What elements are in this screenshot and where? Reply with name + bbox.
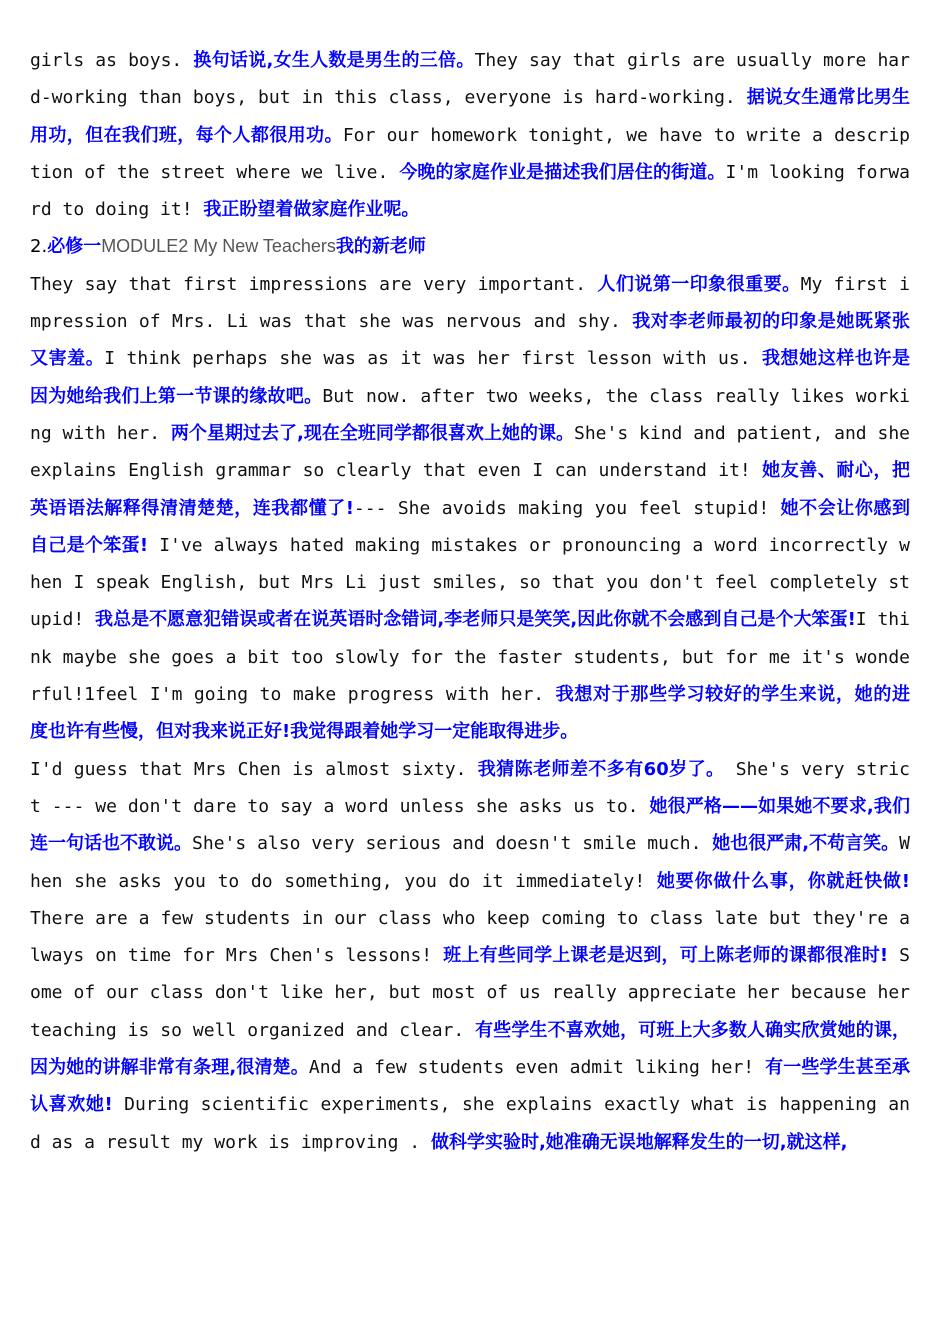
paragraph-1 [30, 42, 910, 228]
heading-book: 必修一 [47, 236, 102, 258]
heading-module: MODULE2 My New Teachers [101, 236, 336, 257]
heading-title-zh: 我的新老师 [335, 236, 426, 258]
segment: 我想她这样也许是因为她给我们上第一节课的缘故吧。 [30, 348, 911, 407]
segment: 我猜陈老师差不多有60岁了。 [477, 758, 725, 780]
segment: They say that first impressions are very important. [30, 273, 598, 295]
segment: And a few students even admit liking her! [308, 1057, 766, 1079]
paragraph-3 [30, 751, 910, 1161]
segment: She's also very serious and doesn't smile much. [192, 833, 713, 855]
segment: During scientific experiments, she explains exactly what is happening and as a result my work is improving . [30, 1094, 910, 1153]
segment: They say that girls are usually more hard-working than boys, but in this class, everyone is hard-working. [30, 50, 910, 109]
segment: 有些学生不喜欢她，可班上大多数人确实欣赏她的课，因为她的讲解非常有条理,很清楚。 [30, 1019, 910, 1079]
segment: I'm looking forward to doing it! [30, 161, 910, 221]
segment: girls as boys. [30, 50, 194, 71]
segment: 她友善、耐心，把英语语法解释得清清楚楚，连我都懂了! [30, 460, 910, 519]
segment: 据说女生通常比男生用功，但在我们班，每个人都很用功。 [30, 87, 910, 146]
segment: She's very strict --- we don't dare to say a word unless she asks us to. [30, 758, 910, 817]
segment: 有一些学生甚至承认喜欢她! [30, 1057, 910, 1116]
segment: But now. after two weeks, the class really likes working with her. [30, 385, 910, 444]
segment: She's kind and patient, and she explains English grammar so clearly that even I can understand it! [30, 422, 910, 482]
segment: 她不会让你感到自己是个笨蛋! [30, 497, 910, 556]
segment: 我想对于那些学习较好的学生来说，她的进度也许有些慢，但对我来说正好!我觉得跟着她学习一定能取得进步。 [30, 684, 911, 743]
segment: 两个星期过去了,现在全班同学都很喜欢上她的课。 [170, 422, 574, 444]
segment: 我总是不愿意犯错误或者在说英语时念错词,李老师只是笑笑,因此你就不会感到自己是个大笨蛋! [95, 609, 856, 631]
segment: --- She avoids making you feel stupid! [353, 497, 781, 519]
paragraph-2 [30, 266, 910, 751]
segment: 我对李老师最初的印象是她既紧张又害羞。 [30, 311, 911, 370]
segment: My first impression of Mrs. Li was that she was nervous and shy. [30, 273, 911, 333]
segment: I've always hated making mistakes or pronouncing a word incorrectly when I speak English, but Mrs Li just smiles, so that you don't feel completely stupid! [30, 534, 910, 631]
segment: 今晚的家庭作业是描述我们居住的街道。 [399, 161, 726, 183]
segment: 换句话说,女生人数是男生的三倍。 [193, 50, 475, 71]
segment: 她很严格——如果她不要求,我们连一句话也不敢说。 [30, 795, 910, 855]
section-heading [30, 228, 910, 265]
segment: Some of our class don't like her, but most of us really appreciate her because her teaching is so well organized and clear. [30, 945, 910, 1041]
segment: 班上有些同学上课老是迟到，可上陈老师的课都很准时! [443, 945, 889, 967]
segment: 我正盼望着做家庭作业呢。 [203, 199, 420, 221]
segment: I'd guess that Mrs Chen is almost sixty. [30, 758, 478, 780]
segment: 她也很严肃,不苟言笑。 [712, 833, 900, 855]
segment: 人们说第一印象很重要。 [597, 273, 801, 295]
segment: 她要你做什么事，你就赶快做! [656, 870, 910, 892]
segment: 做科学实验时,她准确无误地解释发生的一切,就这样, [430, 1131, 848, 1153]
segment: There are a few students in our class who keep coming to class late but they're always on time for Mrs Chen's lessons! [30, 907, 910, 967]
segment: For our homework tonight, we have to write a description of the street where we live. [30, 124, 910, 183]
segment: I think maybe she goes a bit too slowly for the faster students, but for me it's wonderful!1feel I'm going to make progress with her. [30, 609, 910, 706]
heading-number: 2. [30, 236, 48, 258]
segment: I think perhaps she was as it was her first lesson with us. [104, 348, 762, 370]
segment: When she asks you to do something, you do it immediately! [30, 833, 911, 892]
